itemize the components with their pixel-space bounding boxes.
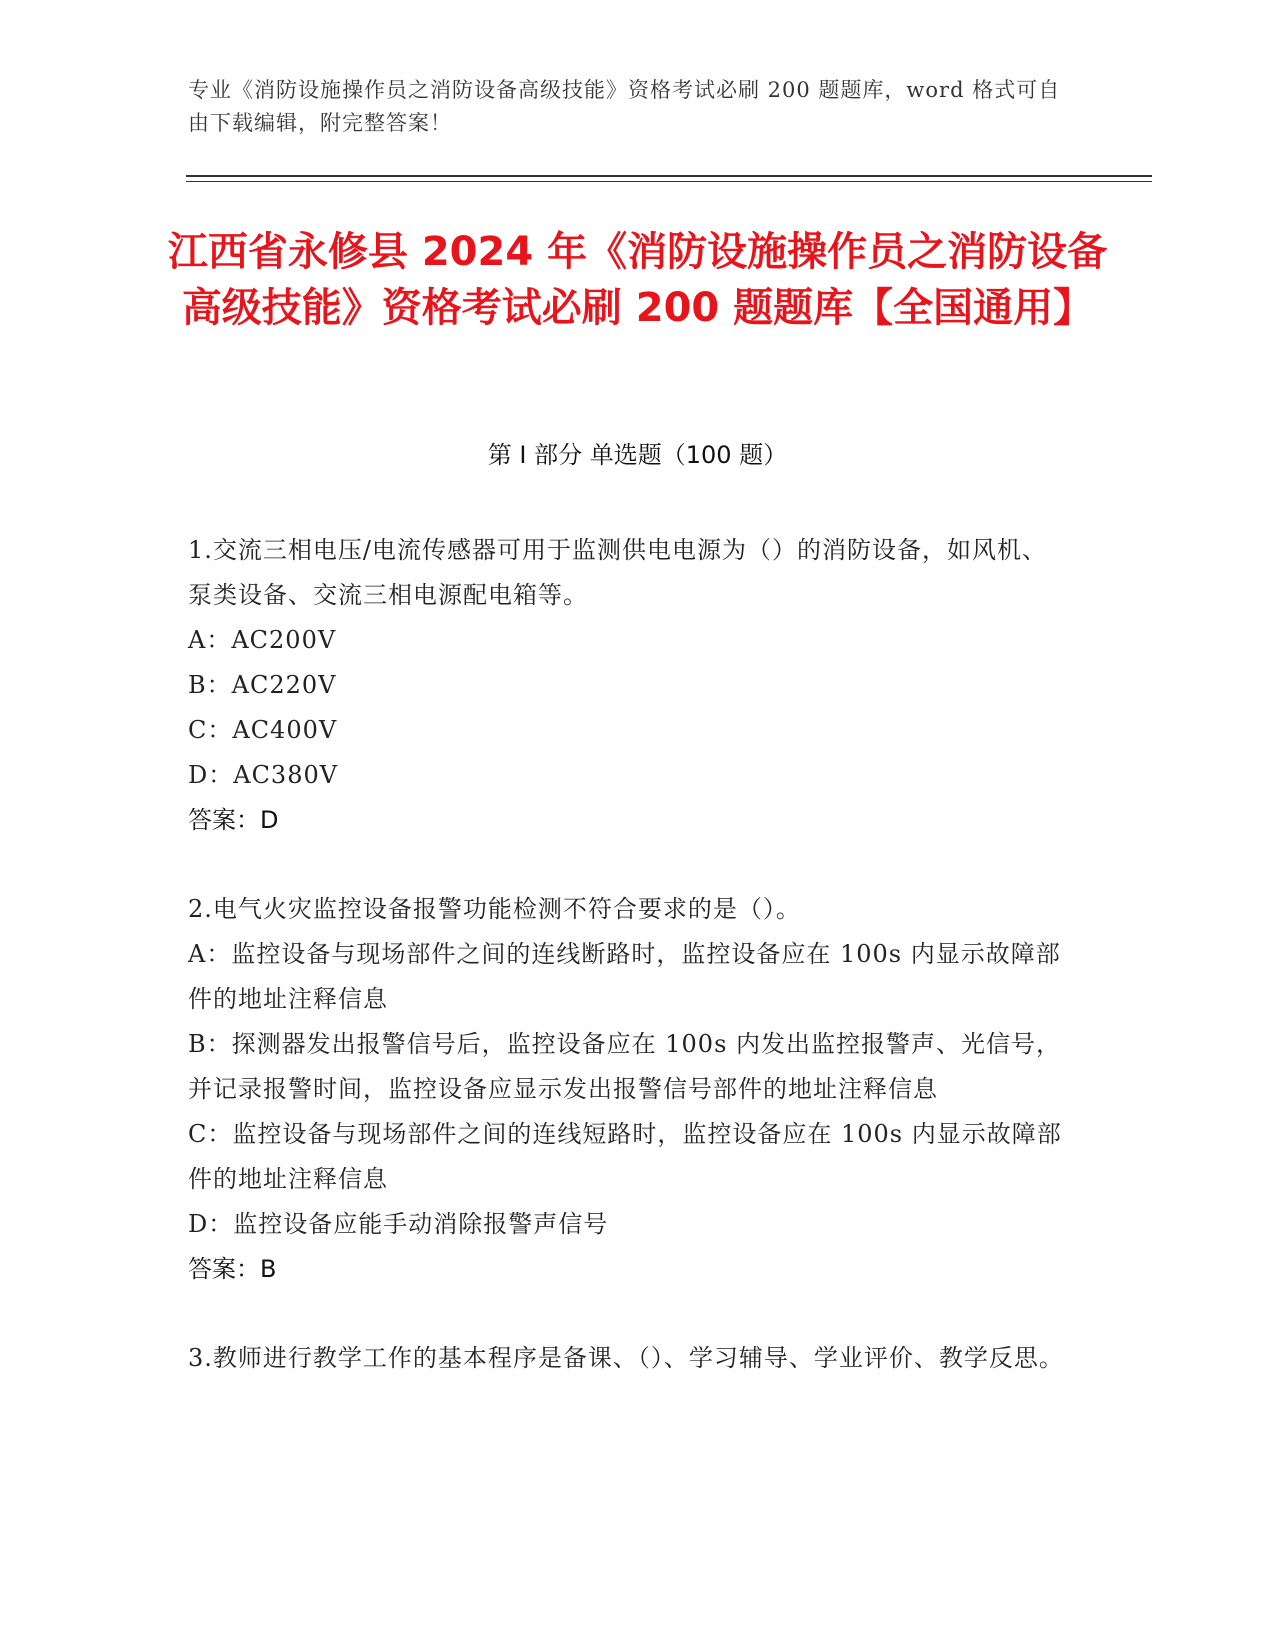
- option-b: B：探测器发出报警信号后，监控设备应在 100s 内发出监控报警声、光信号，并记录报警时间，监控设备应显示发出报警信号部件的地址注释信息: [188, 1030, 1062, 1103]
- question-stem: 2.电气火灾监控设备报警功能检测不符合要求的是（）。: [188, 895, 801, 923]
- option-d: D：AC380V: [188, 761, 339, 789]
- option-d: D：监控设备应能手动消除报警声信号: [188, 1210, 609, 1238]
- option-c: C：AC400V: [188, 716, 338, 744]
- option-b: B：AC220V: [188, 671, 337, 699]
- question-stem: 3.教师进行教学工作的基本程序是备课、（）、学习辅导、学业评价、教学反思。: [188, 1344, 1064, 1372]
- answer: 答案：D: [188, 806, 279, 834]
- answer: 答案：B: [188, 1255, 277, 1283]
- question-list: [188, 528, 1068, 1425]
- section-title: 第 I 部分 单选题（100 题）: [487, 441, 788, 469]
- header-note: 专业《消防设施操作员之消防设备高级技能》资格考试必刷 200 题题库，word 格式可自由下载编辑，附完整答案！: [188, 78, 1061, 135]
- option-c: C：监控设备与现场部件之间的连线短路时，监控设备应在 100s 内显示故障部件的地址注释信息: [188, 1120, 1062, 1193]
- question-1: [188, 528, 1068, 843]
- question-3: [188, 1336, 1068, 1381]
- option-a: A：监控设备与现场部件之间的连线断路时，监控设备应在 100s 内显示故障部件的地址注释信息: [188, 940, 1061, 1013]
- question-2: [188, 887, 1068, 1292]
- header-divider-thick: [186, 175, 1152, 177]
- header-divider-thin: [186, 181, 1152, 182]
- question-stem: 1.交流三相电压/电流传感器可用于监测供电电源为（）的消防设备，如风机、泵类设备、交流三相电源配电箱等。: [188, 536, 1047, 609]
- option-a: A：AC200V: [188, 626, 337, 654]
- document-title: 江西省永修县 2024 年《消防设施操作员之消防设备高级技能》资格考试必刷 200 题题库【全国通用】: [167, 229, 1108, 331]
